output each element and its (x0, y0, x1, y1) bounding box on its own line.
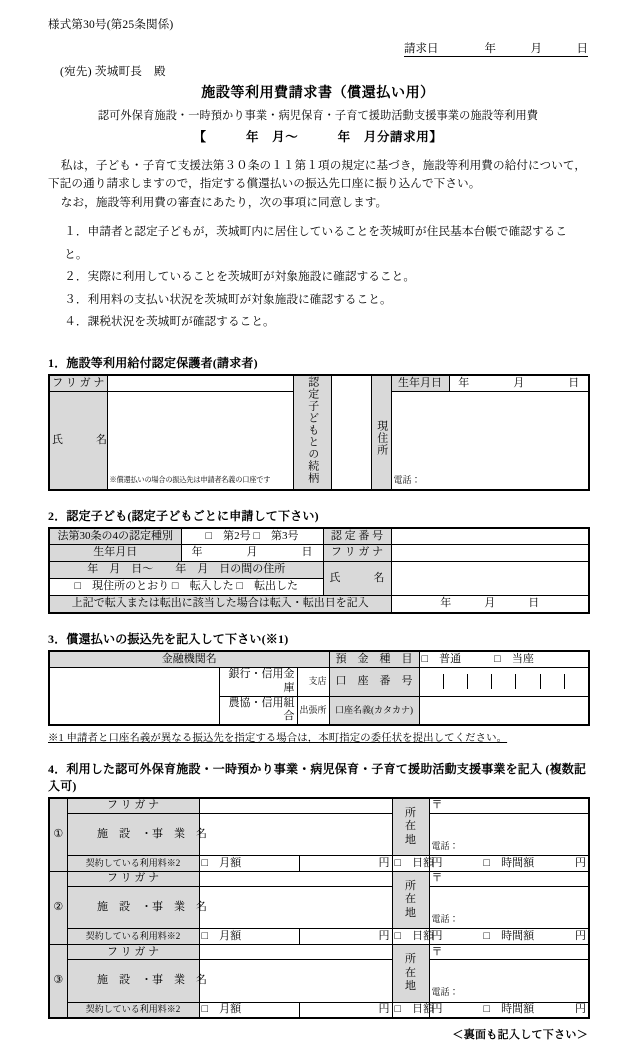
facility-fee-label: 契約している利用料※2 (67, 929, 199, 945)
section-1-table (48, 374, 590, 491)
section-2-heading: 2．認定子ども(認定子どもごとに申請して下さい) (48, 508, 319, 523)
facility-tel-input[interactable]: 電話： (429, 838, 589, 856)
bank-type-row-1: 銀行・信用金庫 (219, 668, 297, 697)
branch-label: 支店 (297, 668, 329, 697)
claim-period-field[interactable]: 【 年 月〜 年 月分請求用】 (193, 130, 443, 144)
child-furigana-label: フ リ ガ ナ (323, 545, 391, 562)
account-digit-cell[interactable] (492, 674, 516, 689)
guardian-address-input[interactable] (391, 392, 589, 472)
fee-daily-checkbox[interactable]: □ 日額 (392, 929, 429, 945)
account-digit-cell[interactable] (468, 674, 492, 689)
guardian-birth-label: 生年月日 (391, 375, 449, 392)
facility-furigana-input[interactable] (199, 872, 392, 887)
facility-furigana-input[interactable] (199, 798, 392, 813)
branch-office-label: 出張所 (297, 696, 329, 725)
claim-date-row (48, 40, 588, 57)
facility-furigana-label: フ リ ガ ナ (67, 945, 199, 960)
facility-name-input[interactable] (199, 960, 392, 1002)
move-date-input[interactable]: 年 月 日 (391, 596, 589, 613)
fee-hourly-checkbox[interactable]: □ 時間額 (483, 930, 535, 943)
facility-postal-input[interactable]: 〒 (429, 945, 589, 960)
cert-number-label: 認 定 番 号 (323, 528, 391, 545)
intro-paragraph-2: なお，施設等利用費の審査にあたり，次の事項に同意します。 (60, 195, 388, 209)
account-digit-cell[interactable] (420, 674, 444, 689)
move-status-checkboxes[interactable]: □ 現住所のとおり □ 転入した □ 転出した (49, 579, 323, 596)
fee-monthly-yen: 円 (299, 1002, 392, 1018)
section-4-table (48, 797, 590, 1019)
page-title: 施設等利用費請求書（償還払い用） (201, 86, 435, 101)
bank-name-input[interactable] (49, 668, 219, 726)
addressee: (宛先) 茨城町長 殿 (60, 66, 166, 78)
fee-monthly-checkbox[interactable]: □ 月額 (199, 856, 299, 872)
section-2-table (48, 527, 590, 614)
fee-hourly-group[interactable] (429, 856, 589, 872)
form-number: 様式第30号(第25条関係) (48, 19, 174, 31)
account-holder-label: 口座名義(カタカナ) (329, 696, 419, 725)
fee-hourly-checkbox[interactable]: □ 時間額 (483, 856, 535, 869)
section-3-footnote: ※1 申請者と口座名義が異なる振込先を指定する場合は，本町指定の委任状を提出してください。 (48, 733, 508, 745)
facility-postal-input[interactable]: 〒 (429, 798, 589, 813)
facility-location-label: 所 在 地 (392, 798, 429, 856)
deposit-type-label: 預 金 種 目 (329, 651, 419, 668)
current-address-label: 現住所 (371, 392, 391, 490)
agreement-item: １．申請者と認定子どもが，茨城町内に居住していることを茨城町が住民基本台帳で確認すること。 (64, 224, 568, 261)
fee-hourly-group[interactable] (429, 1002, 589, 1018)
fee-daily-yen: 円 (431, 930, 443, 943)
account-number-input[interactable] (419, 668, 589, 697)
period-address-label: 年 月 日〜 年 月 日の間の住所 (49, 562, 323, 579)
fee-hourly-yen: 円 (575, 930, 586, 943)
fee-monthly-checkbox[interactable]: □ 月額 (199, 1002, 299, 1018)
agreement-list (48, 221, 588, 334)
bank-type-row-2: 農協・信用組合 (219, 696, 297, 725)
child-birth-label: 生年月日 (49, 545, 181, 562)
fee-monthly-yen: 円 (299, 856, 392, 872)
guardian-furigana-input[interactable] (107, 375, 293, 392)
facility-index: ① (49, 798, 67, 872)
claim-date-field[interactable]: 請求日 年 月 日 (404, 40, 588, 57)
move-date-note: 上記で転入または転出に該当した場合は転入・転出日を記入 (49, 596, 391, 613)
bank-name-label: 金融機関名 (49, 651, 329, 668)
cert-number-input[interactable] (391, 528, 589, 545)
fee-hourly-checkbox[interactable]: □ 時間額 (483, 1003, 535, 1016)
child-furigana-input[interactable] (391, 545, 589, 562)
guardian-name-note: ※償還払いの場合の振込先は申請者名義の口座です (107, 472, 293, 490)
facility-index: ② (49, 872, 67, 945)
facility-postal-input[interactable]: 〒 (429, 872, 589, 887)
account-number-label: 口 座 番 号 (329, 668, 419, 697)
relation-label: 認定子どもとの続柄 (293, 375, 331, 490)
guardian-tel-input[interactable]: 電話： (391, 472, 589, 490)
fee-hourly-yen: 円 (575, 856, 586, 869)
child-birth-input[interactable]: 年 月 日 (181, 545, 323, 562)
cert-type-checkboxes[interactable]: □ 第2号 □ 第3号 (181, 528, 323, 545)
facility-furigana-label: フ リ ガ ナ (67, 798, 199, 813)
facility-name-input[interactable] (199, 887, 392, 929)
fee-monthly-yen: 円 (299, 929, 392, 945)
facility-name-label: 施 設 ・事 業 名 (67, 887, 199, 929)
account-digit-cell[interactable] (541, 674, 565, 689)
page-subtitle: 認可外保育施設・一時預かり事業・病児保育・子育て援助活動支援事業の施設等利用費 (97, 110, 539, 122)
fee-hourly-group[interactable] (429, 929, 589, 945)
facility-location-label: 所 在 地 (392, 945, 429, 1002)
fee-daily-yen: 円 (431, 856, 443, 869)
section-3-heading: 3．償還払いの振込先を記入して下さい(※1) (48, 631, 289, 646)
guardian-furigana-label: フ リ ガ ナ (49, 375, 107, 392)
intro-paragraph-1: 私は，子ども・子育て支援法第３０条の１１第１項の規定に基づき，施設等利用費の給付について，下記の通り請求しますので，指定する償還払いの振込先口座に振り込んで下さい。 (48, 159, 587, 191)
facility-furigana-input[interactable] (199, 945, 392, 960)
agreement-item: ４．課税状況を茨城町が確認すること。 (64, 315, 275, 329)
facility-furigana-label: フ リ ガ ナ (67, 872, 199, 887)
facility-fee-label: 契約している利用料※2 (67, 856, 199, 872)
birth-shade-spacer (371, 375, 391, 392)
facility-address-input[interactable] (429, 887, 589, 911)
back-side-note: ＜裏面も記入して下さい＞ (452, 1029, 588, 1042)
account-digit-cell[interactable] (565, 674, 588, 689)
fee-monthly-checkbox[interactable]: □ 月額 (199, 929, 299, 945)
section-3-table (48, 650, 590, 727)
fee-hourly-yen: 円 (575, 1003, 586, 1016)
facility-name-input[interactable] (199, 813, 392, 855)
facility-address-input[interactable] (429, 813, 589, 837)
agreement-item: ３．利用料の支払い状況を茨城町が対象施設に確認すること。 (64, 292, 392, 306)
guardian-name-label: 氏 名 (49, 392, 107, 490)
agreement-item: ２．実際に利用していることを茨城町が対象施設に確認すること。 (64, 270, 416, 284)
relation-input[interactable] (331, 375, 371, 490)
facility-name-label: 施 設 ・事 業 名 (67, 960, 199, 1002)
facility-tel-input[interactable]: 電話： (429, 911, 589, 929)
deposit-type-checkboxes[interactable]: □ 普通 □ 当座 (419, 651, 589, 668)
facility-name-label: 施 設 ・事 業 名 (67, 813, 199, 855)
account-holder-input[interactable] (419, 696, 589, 725)
facility-index: ③ (49, 945, 67, 1018)
child-name-label: 氏 名 (323, 562, 391, 596)
form-content (48, 16, 588, 1042)
guardian-birth-input[interactable]: 年 月 日 (449, 375, 589, 392)
fee-daily-checkbox[interactable]: □ 日額 (392, 856, 429, 872)
section-4-heading: 4．利用した認可外保育施設・一時預かり事業・病児保育・子育て援助活動支援事業を記入 (複数記入可) (48, 762, 587, 794)
fee-daily-yen: 円 (431, 1003, 443, 1016)
account-digit-cell[interactable] (516, 674, 540, 689)
fee-daily-checkbox[interactable]: □ 日額 (392, 1002, 429, 1018)
account-digit-cell[interactable] (444, 674, 468, 689)
child-name-input[interactable] (391, 562, 589, 596)
facility-location-label: 所 在 地 (392, 872, 429, 929)
guardian-name-input[interactable] (107, 392, 293, 472)
section-1-heading: 1．施設等利用給付認定保護者(請求者) (48, 355, 258, 370)
facility-address-input[interactable] (429, 960, 589, 984)
cert-type-label: 法第30条の4の認定種別 (49, 528, 181, 545)
facility-tel-input[interactable]: 電話： (429, 984, 589, 1002)
facility-fee-label: 契約している利用料※2 (67, 1002, 199, 1018)
